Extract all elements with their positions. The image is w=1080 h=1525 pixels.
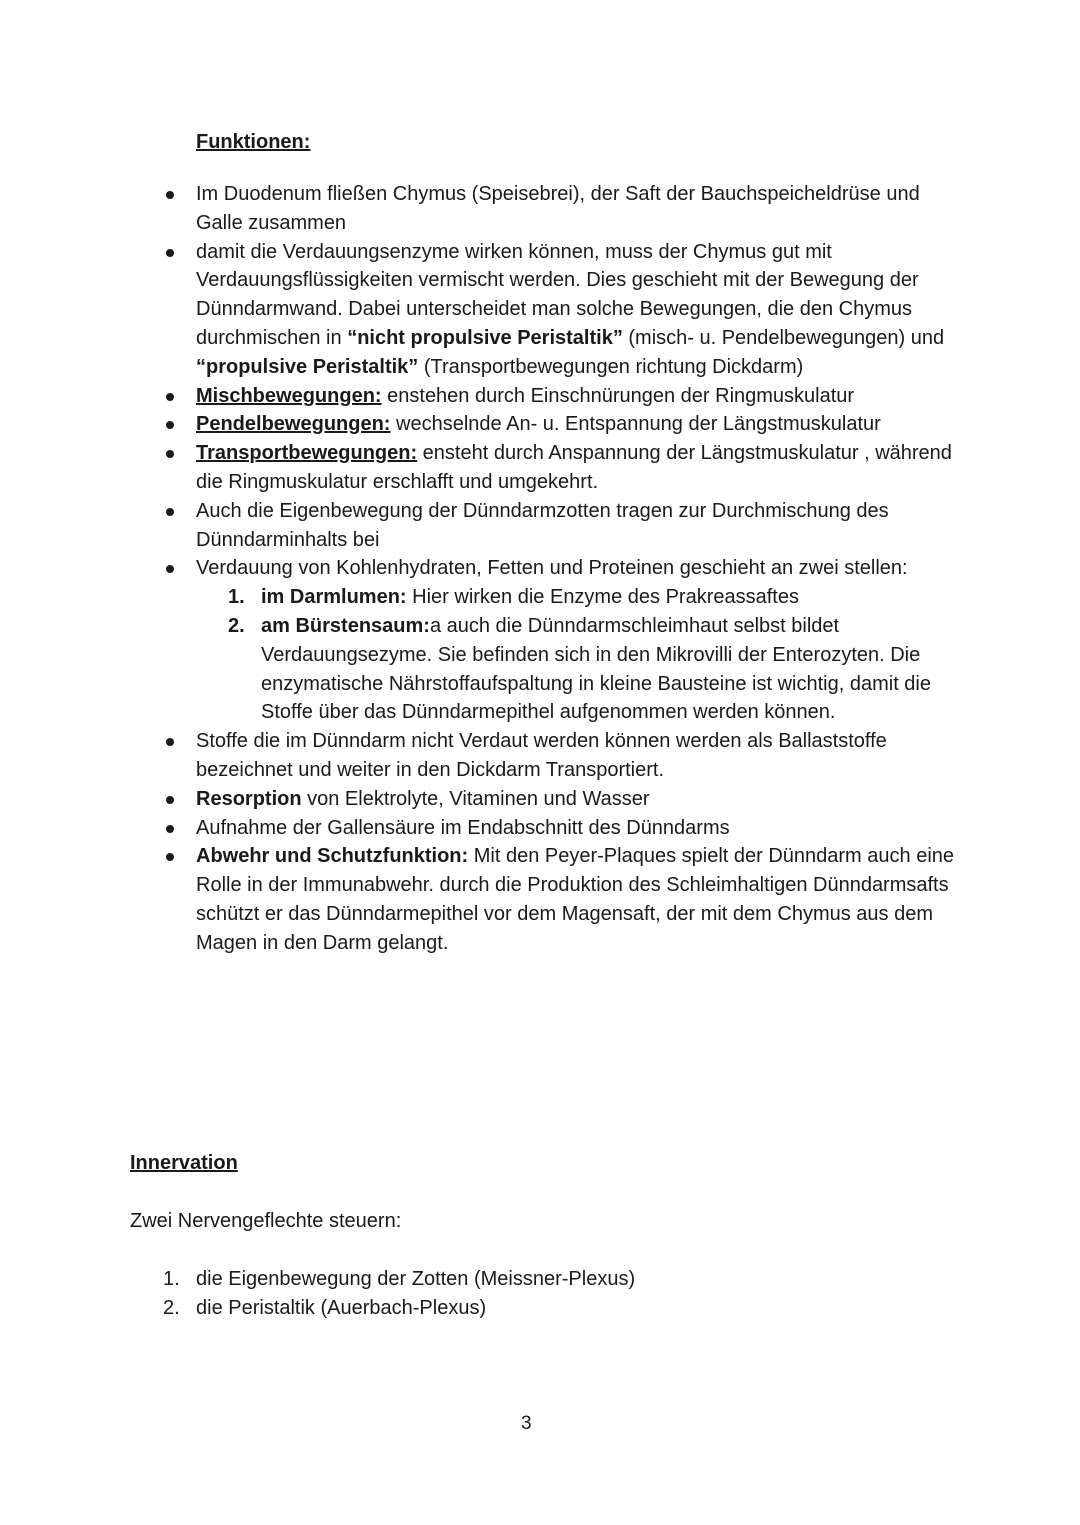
list-item [196,785,956,814]
list-item [196,238,956,382]
funktionen-heading: Funktionen: [196,131,311,153]
item-text: die Peristaltik (Auerbach-Plexus) [196,1296,487,1319]
sub-list-item [228,583,956,612]
item-text: die Eigenbewegung der Zotten (Meissner-Plexus) [196,1268,636,1290]
item-label: Pendelbewegungen: [196,413,391,436]
item-text: Aufnahme der Gallensäure im Endabschnitt des Dünndarms [196,816,730,839]
item-text: a auch die Dünndarmschleimhaut selbst bildet Verdauungsezyme. Sie befinden sich in den Mikrovilli der Enterozyten. Die enzymatische Nährstoffaufspaltung in kleine Bausteine ist wichtig, damit die Stoffe über das Dünndarmepithel aufgenommen werden können. [261,614,931,724]
item-text: (misch- u. Pendelbewegungen) und [622,326,945,349]
item-text: ensteht durch Anspannung der Längstmuskulatur , während die Ringmuskulatur erschlafft und umgekehrt. [196,442,952,493]
bold-term: “nicht propulsive Peristaltik” [347,326,623,349]
item-text: (Transportbewegungen richtung Dickdarm) [418,355,804,378]
list-item [196,727,956,785]
item-text: Auch die Eigenbewegung der Dünndarmzotten tragen zur Durchmischung des Dünndarminhalts bei [196,499,889,551]
funktionen-list [196,180,956,958]
item-label: Transportbewegungen: [196,442,418,465]
item-label: Mischbewegungen: [196,384,382,407]
list-item [196,497,956,555]
list-item [196,410,956,439]
item-text: Verdauung von Kohlenhydraten, Fetten und Proteinen geschieht an zwei stellen: [196,557,908,580]
sub-list-item [228,612,956,727]
item-text: Mit den Peyer-Plaques spielt der Dünndarm auch eine Rolle in der Immunabwehr. durch die Produktion des Schleimhaltigen Dünndarmsafts schützt er das Dünndarmepithel vor dem Magensaft, der mit dem Chymus aus dem Magen in den Darm gelangt. [196,845,955,954]
list-item [196,439,956,497]
item-label: Abwehr und Schutzfunktion: [196,845,469,868]
list-item [163,1294,635,1323]
item-number: 1. [163,1268,180,1290]
item-number: 2. [163,1296,180,1319]
item-text: Stoffe die im Dünndarm nicht Verdaut werden können werden als Ballaststoffe bezeichnet und weiter in den Dickdarm Transportiert. [196,730,887,781]
item-label: im Darmlumen: [261,586,407,609]
item-text: Im Duodenum fließen Chymus (Speisebrei), der Saft der Bauchspeicheldrüse und Galle zusammen [196,183,920,234]
innervation-heading: Innervation [130,1152,238,1174]
list-item [196,554,956,727]
list-item [163,1265,636,1294]
item-label: Resorption [196,787,302,810]
bold-term: “propulsive Peristaltik” [196,355,419,378]
innervation-intro: Zwei Nervengeflechte steuern: [130,1210,402,1232]
list-item [196,180,956,238]
item-text: wechselnde An- u. Entspannung der Längstmuskulatur [390,413,881,436]
item-number: 2. [228,614,245,637]
item-text: Hier wirken die Enzyme des Prakreassaftes [406,586,799,609]
item-text: von Elektrolyte, Vitaminen und Wasser [301,787,650,810]
item-number: 1. [228,586,245,609]
item-text: damit die Verdauungsenzyme wirken können, muss der Chymus gut mit Verdauungsflüssigkeiten vermischt werden. Dies geschieht mit der Bewegung der Dünndarmwand. Dabei unterscheidet man solche Bewegungen, die den Chymus durchmischen in [196,240,919,349]
sub-list [196,583,956,727]
item-label: am Bürstensaum: [261,614,430,637]
item-text: enstehen durch Einschnürungen der Ringmuskulatur [381,384,855,407]
innervation-list [163,1265,636,1323]
page-number: 3 [521,1413,532,1434]
list-item [196,382,956,411]
list-item [196,814,956,843]
list-item [196,842,956,957]
